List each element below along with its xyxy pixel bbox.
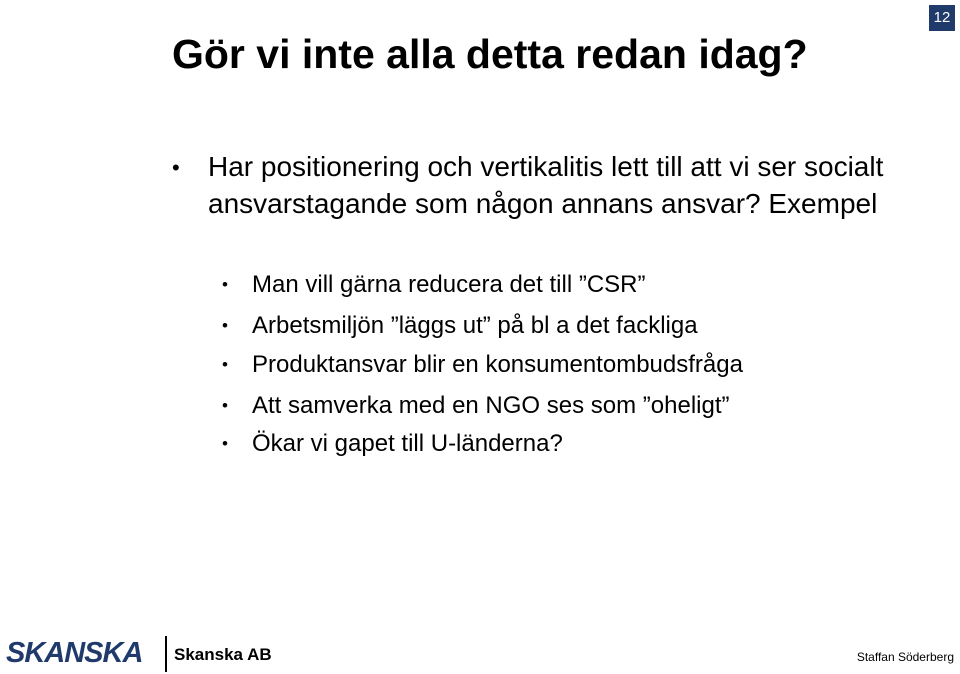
sub-bullet-text: Man vill gärna reducera det till ”CSR”	[252, 271, 646, 298]
sub-bullet-item	[222, 428, 563, 460]
sub-bullet-text: Arbetsmiljön ”läggs ut” på bl a det fackliga	[252, 312, 698, 339]
sub-bullet-text: Produktansvar blir en konsumentombudsfråga	[252, 351, 743, 378]
bullet-dot-icon: •	[222, 434, 228, 453]
slide-title: Gör vi inte alla detta redan idag?	[172, 31, 808, 77]
bullet-dot-icon: •	[222, 355, 228, 374]
footer-author-name: Staffan Söderberg	[856, 650, 954, 664]
sub-bullet-item	[222, 390, 730, 422]
sub-bullet-text: Ökar vi gapet till U-länderna?	[252, 430, 563, 457]
sub-bullet-item	[222, 269, 646, 301]
sub-bullet-text: Att samverka med en NGO ses som ”oheligt”	[252, 392, 730, 419]
sub-bullet-item	[222, 310, 698, 342]
slide-number-badge: 12	[929, 5, 955, 31]
bullet-dot-icon: •	[172, 155, 180, 180]
bullet-dot-icon: •	[222, 316, 228, 335]
bullet-dot-icon: •	[222, 396, 228, 415]
skanska-logo: SKANSKA	[6, 637, 143, 669]
footer-company-name: Skanska AB	[174, 645, 272, 664]
footer-divider	[165, 636, 167, 672]
bullet-main	[172, 148, 908, 222]
bullet-main-text: Har positionering och vertikalitis lett till att vi ser socialt ansvarstagande som någon annans ansvar? Exempel	[208, 151, 884, 219]
sub-bullet-item	[222, 349, 743, 381]
bullet-dot-icon: •	[222, 275, 228, 294]
